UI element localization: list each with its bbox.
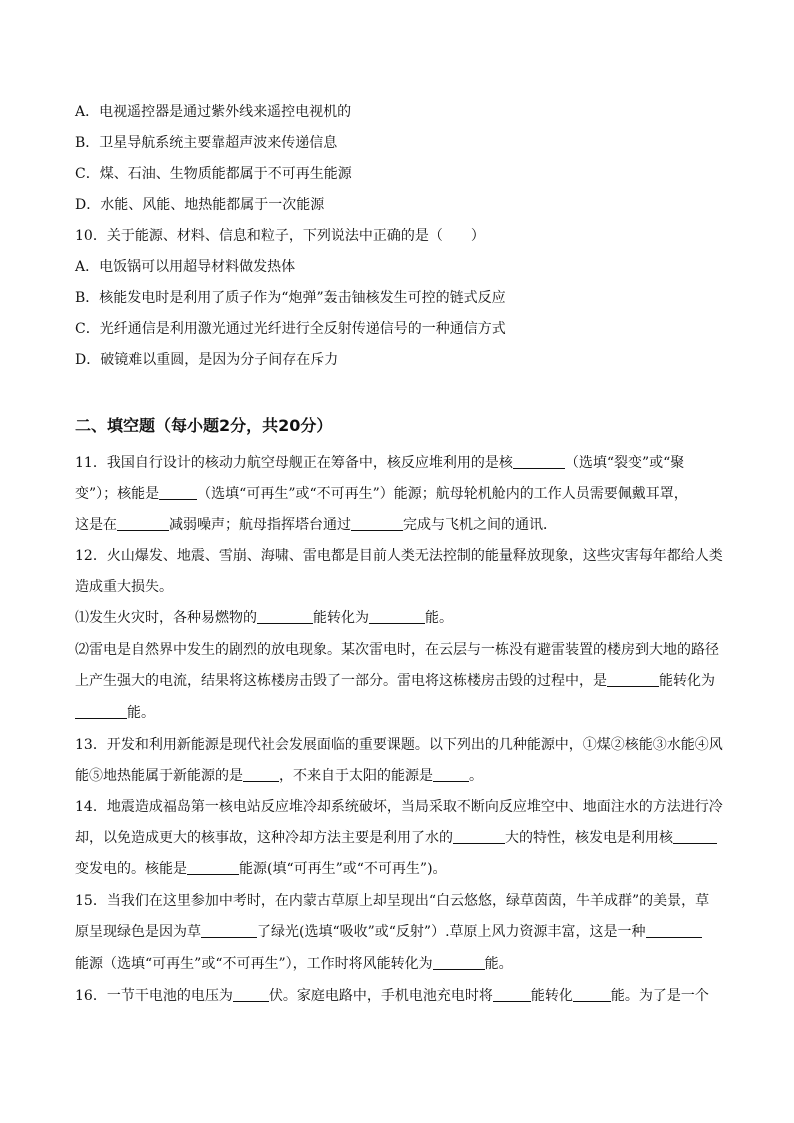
q9-option-b: B．卫星导航系统主要靠超声波来传递信息 — [75, 135, 338, 151]
q10-option-b: B．核能发电时是利用了质子作为“炮弹”轰击铀核发生可控的链式反应 — [75, 290, 506, 306]
answer-blank[interactable] — [573, 987, 611, 1002]
q15-line-1: 15．当我们在这里参加中考时，在内蒙古草原上却呈现出“白云悠悠，绿草茵茵，牛羊成群”的美景，草 — [75, 893, 710, 909]
q10-option-c: C．光纤通信是利用激光通过光纤进行全反射传递信号的一种通信方式 — [75, 321, 506, 337]
answer-blank[interactable] — [646, 923, 702, 938]
answer-blank[interactable] — [233, 987, 269, 1002]
q11-line-3 — [75, 516, 725, 536]
q12-part-2-line-3 — [75, 704, 725, 724]
q12-line-1: 12．火山爆发、地震、雪崩、海啸、雷电都是目前人类无法控制的能量释放现象，这些灾害每年都给人类 — [75, 548, 723, 564]
q16-text: 16．一节干电池的电压为 — [75, 988, 233, 1004]
q13-line-1: 13．开发和利用新能源是现代社会发展面临的重要课题。以下列出的几种能源中，①煤②核能③水能④风 — [75, 737, 723, 753]
q12-text: 能。 — [127, 705, 155, 721]
answer-blank[interactable] — [513, 454, 565, 469]
answer-blank[interactable] — [433, 767, 469, 782]
q15-text: 能。 — [484, 956, 513, 972]
answer-blank[interactable] — [493, 987, 531, 1002]
answer-blank[interactable] — [117, 516, 169, 531]
q14-text: 变发电的。核能是 — [75, 861, 187, 877]
q15-line-3 — [75, 955, 725, 975]
q13-line-2 — [75, 767, 725, 787]
q12-part-1 — [75, 609, 725, 629]
q11-text: 这是在 — [75, 517, 117, 533]
q11-line-1 — [75, 454, 725, 474]
answer-blank[interactable] — [243, 767, 279, 782]
q12-text: 上产生强大的电流，结果将这栋楼房击毁了一部分。雷电将这栋楼房击毁的过程中，是 — [75, 673, 607, 689]
q12-line-2: 造成重大损失。 — [75, 579, 173, 595]
q16-text: 能转化 — [530, 988, 573, 1004]
q13-text: ，不来自于太阳的能源是 — [279, 768, 433, 784]
q12-text: ⑴发生火灾时，各种易燃物的 — [75, 610, 257, 626]
q12-text: 能。 — [425, 610, 453, 626]
answer-blank[interactable] — [351, 516, 403, 531]
q14-text: 却，以免造成更大的核事故，这种冷却方法主要是利用了水的 — [75, 830, 453, 846]
answer-blank[interactable] — [257, 609, 313, 624]
q9-option-d: D．水能、风能、地热能都属于一次能源 — [75, 197, 325, 213]
q9-option-a: A．电视遥控器是通过紫外线来遥控电视机的 — [75, 104, 352, 120]
section-heading: 二、填空题（每小题2分，共20分） — [75, 416, 333, 435]
q10-option-d: D．破镜难以重圆，是因为分子间存在斥力 — [75, 352, 339, 368]
q11-text: 减弱噪声；航母指挥塔台通过 — [169, 517, 351, 533]
q16-text: 能。为了是一个 — [610, 988, 709, 1004]
q11-text: （选填“裂变”或“聚 — [564, 455, 685, 471]
q14-line-2 — [75, 829, 725, 849]
q12-text: 能转化为 — [659, 673, 715, 689]
q15-text: 原呈现绿色是因为草 — [75, 924, 201, 940]
q10-option-a: A．电饭锅可以用超导材料做发热体 — [75, 259, 296, 275]
answer-blank[interactable] — [607, 672, 659, 687]
q12-part-2-line-1: ⑵雷电是自然界中发生的剧烈的放电现象。某次雷电时，在云层与一栋没有避雷装置的楼房到大地的路径 — [75, 642, 719, 658]
q14-text: 大的特性，核发电是利用核 — [505, 830, 673, 846]
q11-text: 变”）；核能是 — [75, 486, 160, 502]
answer-blank[interactable] — [75, 704, 127, 719]
q10-stem: 10．关于能源、材料、信息和粒子，下列说法中正确的是（ ） — [75, 228, 485, 244]
answer-blank[interactable] — [673, 829, 717, 844]
q14-text: 能源(填“可再生”或“不可再生”)。 — [239, 861, 447, 877]
q14-line-3 — [75, 860, 725, 880]
q15-text: 了绿光(选填“吸收”或“反射”）.草原上风力资源丰富，这是一种 — [257, 924, 646, 940]
answer-blank[interactable] — [433, 955, 485, 970]
q12-text: 能转化为 — [313, 610, 369, 626]
answer-blank[interactable] — [369, 609, 425, 624]
q13-text: 。 — [469, 768, 483, 784]
answer-blank[interactable] — [201, 923, 257, 938]
q15-line-2 — [75, 923, 725, 943]
q16-line-1 — [75, 987, 725, 1007]
q11-text: 11．我国自行设计的核动力航空母舰正在筹备中，核反应堆利用的是核 — [75, 455, 513, 471]
q9-option-c: C．煤、石油、生物质能都属于不可再生能源 — [75, 166, 352, 182]
q11-text: 完成与飞机之间的通讯． — [403, 517, 557, 533]
answer-blank[interactable] — [453, 829, 505, 844]
q16-text: 伏。家庭电路中，手机电池充电时将 — [268, 988, 493, 1004]
answer-blank[interactable] — [187, 860, 239, 875]
q11-line-2 — [75, 485, 725, 505]
q14-line-1: 14．地震造成福岛第一核电站反应堆冷却系统破坏，当局采取不断向反应堆空中、地面注水的方法进行冷 — [75, 799, 723, 815]
q11-text: （选填“可再生”或“不可再生”）能源；航母轮机舱内的工作人员需要佩戴耳罩， — [197, 486, 688, 502]
q12-part-2-line-2 — [75, 672, 725, 692]
q13-text: 能⑤地热能属于新能源的是 — [75, 768, 243, 784]
answer-blank[interactable] — [159, 485, 197, 500]
q15-text: 能源（选填“可再生”或“不可再生”），工作时将风能转化为 — [75, 956, 433, 972]
